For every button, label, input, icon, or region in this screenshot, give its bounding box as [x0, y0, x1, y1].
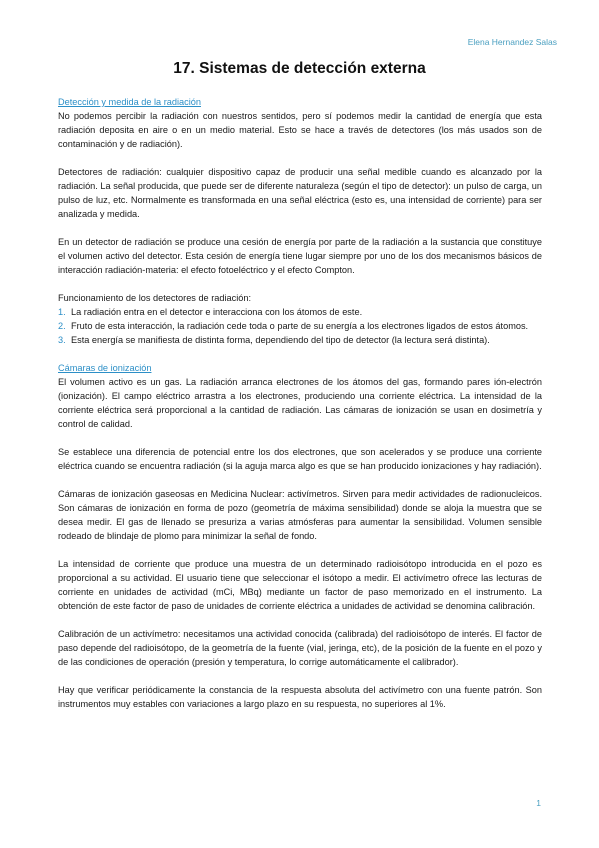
list-item — [58, 319, 542, 333]
paragraph: No podemos percibir la radiación con nuestros sentidos, pero sí podemos medir la cantidad de energía que esta radiación deposita en aire o en un medio material. Esto se hace a través de detectores (los más usados son de contaminación y de radiación). — [58, 111, 542, 149]
paragraph: Hay que verificar periódicamente la constancia de la respuesta absoluta del activímetro con una fuente patrón. Son instrumentos muy estables con variaciones a largo plazo en su respuesta, no superiores al 1%. — [58, 685, 542, 709]
header-author: Elena Hernandez Salas — [467, 37, 557, 47]
page-title: 17. Sistemas de detección externa — [173, 60, 426, 77]
paragraph: Cámaras de ionización gaseosas en Medicina Nuclear: activímetros. Sirven para medir actividades de radionucleicos. Son cámaras de ionización en forma de pozo (geometría de máxima sensibilidad) donde se aloja la muestra que se desea medir. El gas de llenado se presuriza a varias atmósferas para aumentar la sensibilidad. Volumen sensible rodeado de blindaje de plomo para minimizar la señal de fondo. — [58, 489, 542, 541]
list-item — [58, 333, 542, 347]
paragraph: El volumen activo es un gas. La radiación arranca electrones de los átomos del gas, formando pares ión-electrón (ionización). El campo eléctrico arrastra a los electrones, produciendo una corriente eléctrica. La intensidad de la corriente eléctrica será proporcional a la cantidad de radiación. Las cámaras de ionización se usan en dosimetría y control de calidad. — [58, 377, 542, 429]
paragraph: Funcionamiento de los detectores de radiación: — [58, 293, 252, 303]
paragraph: En un detector de radiación se produce una cesión de energía por parte de la radiación a la sustancia que constituye el volumen activo del detector. Esta cesión de energía tiene lugar siempre por uno de los dos mecanismos básicos de interacción radiación-materia: el efecto fotoeléctrico y el efecto Compton. — [58, 237, 542, 275]
list-number: 3. — [58, 335, 66, 345]
list-item-text: Esta energía se manifiesta de distinta forma, dependiendo del tipo de detector (la lectura será distinta). — [71, 335, 490, 345]
list-item — [58, 305, 542, 319]
numbered-list — [58, 305, 542, 347]
paragraph: Calibración de un activímetro: necesitamos una actividad conocida (calibrada) del radioisótopo de interés. El factor de paso depende del radioisótopo, de la geometría de la fuente (vial, jeringa, etc), de la posición de la fuente en el pozo y de las condiciones de operación (presión y temperatura, lo corrige automáticamente el calibrador). — [58, 629, 542, 667]
page-number: 1 — [536, 798, 541, 808]
section-heading-camaras: Cámaras de ionización — [58, 363, 152, 373]
section-heading-deteccion: Detección y medida de la radiación — [58, 97, 201, 107]
list-number: 2. — [58, 321, 66, 331]
paragraph: Detectores de radiación: cualquier dispositivo capaz de producir una señal medible cuando es alcanzado por la radiación. La señal producida, que puede ser de diferente naturaleza (según el tipo de detector): un pulso de carga, un pulso de luz, etc. Normalmente es transformada en una señal eléctrica (esto es, una intensidad de corriente) para ser analizada y medida. — [58, 167, 542, 219]
list-number: 1. — [58, 307, 66, 317]
list-item-text: Fruto de esta interacción, la radiación cede toda o parte de su energía a los electrones ligados de estos átomos. — [71, 321, 529, 331]
document-body — [58, 95, 542, 711]
paragraph: La intensidad de corriente que produce una muestra de un determinado radioisótopo introducida en el pozo es proporcional a su actividad. El usuario tiene que seleccionar el isótopo a medir. El activímetro ofrece las lecturas de corriente en unidades de actividad (mCi, MBq) mediante un factor de paso memorizado en el instrumento. La obtención de este factor de paso de unidades de corriente eléctrica a unidades de actividad se denomina calibración. — [58, 559, 542, 611]
paragraph: Se establece una diferencia de potencial entre los dos electrones, que son acelerados y se produce una corriente eléctrica cuando se encuentra radiación (si la aguja marca algo es que se han producido ionizaciones y hay radiación). — [58, 447, 542, 471]
list-item-text: La radiación entra en el detector e interacciona con los átomos de este. — [71, 307, 363, 317]
